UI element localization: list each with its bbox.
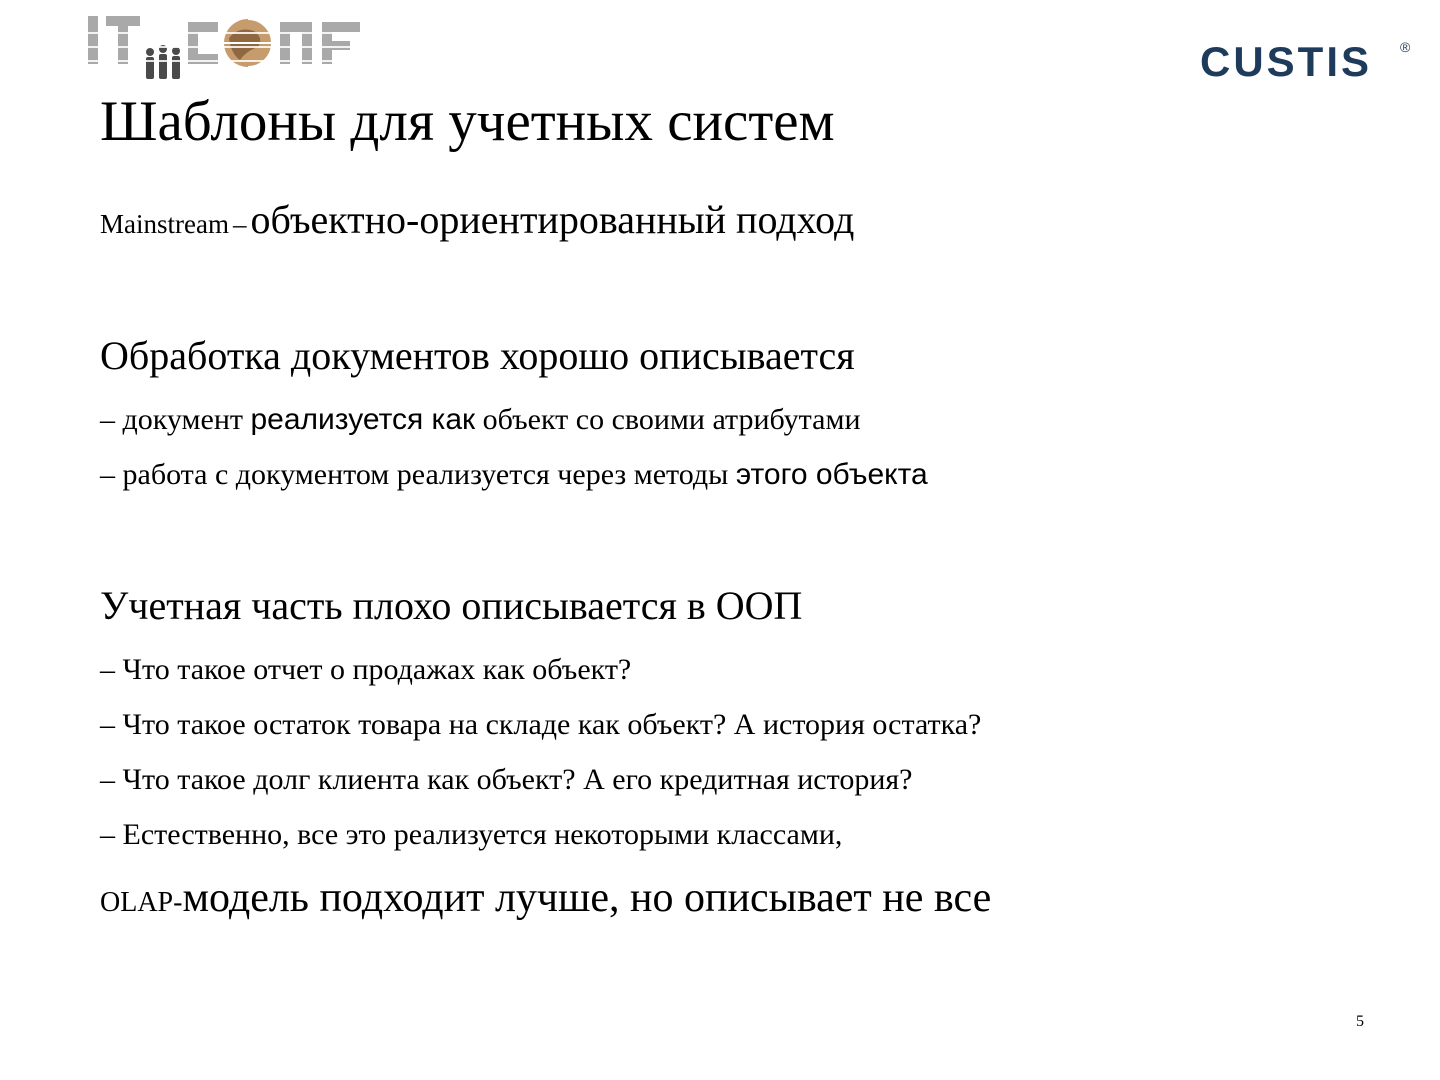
- page-number: 5: [1356, 1013, 1364, 1030]
- bullet-accounting-2: – Что такое остаток товара на складе как объект? А история остатка?: [100, 708, 982, 741]
- svg-text:®: ®: [1400, 39, 1411, 55]
- olap-prefix: OLAP-: [100, 887, 183, 918]
- bullet-accounting-1: – Что такое отчет о продажах как объект?: [100, 653, 632, 686]
- olap-statement: [100, 868, 991, 937]
- svg-text:CUSTIS: CUSTIS: [1200, 38, 1373, 85]
- bullet-documents-1: [100, 400, 861, 440]
- bullet-text: – документ: [100, 403, 251, 436]
- bullet-accounting-3: – Что такое долг клиента как объект? А его кредитная история?: [100, 763, 913, 796]
- subtitle: [100, 192, 854, 257]
- subtitle-prefix: Mainstream: [100, 209, 229, 239]
- custis-logo: [1196, 30, 1416, 100]
- itconf-logo: [84, 8, 380, 92]
- olap-main: модель подходит лучше, но описывает не все: [182, 875, 992, 921]
- bullet-accounting-4: – Естественно, все это реализуется некоторыми классами,: [100, 818, 843, 851]
- bullet-documents-2: [100, 455, 928, 495]
- subtitle-dash: –: [232, 209, 247, 239]
- section-heading-accounting: Учетная часть плохо описывается в ООП: [100, 583, 803, 628]
- bullet-text: – работа с документом реализуется через методы: [100, 458, 736, 491]
- subtitle-main: объектно-ориентированный подход: [250, 197, 855, 242]
- bullet-text-sans: реализуется как: [250, 403, 476, 436]
- section-heading-documents: Обработка документов хорошо описывается: [100, 333, 855, 378]
- bullet-text-sans: этого объекта: [735, 458, 928, 491]
- bullet-text: объект со своими атрибутами: [475, 403, 861, 436]
- slide-title: Шаблоны для учетных систем: [100, 90, 835, 153]
